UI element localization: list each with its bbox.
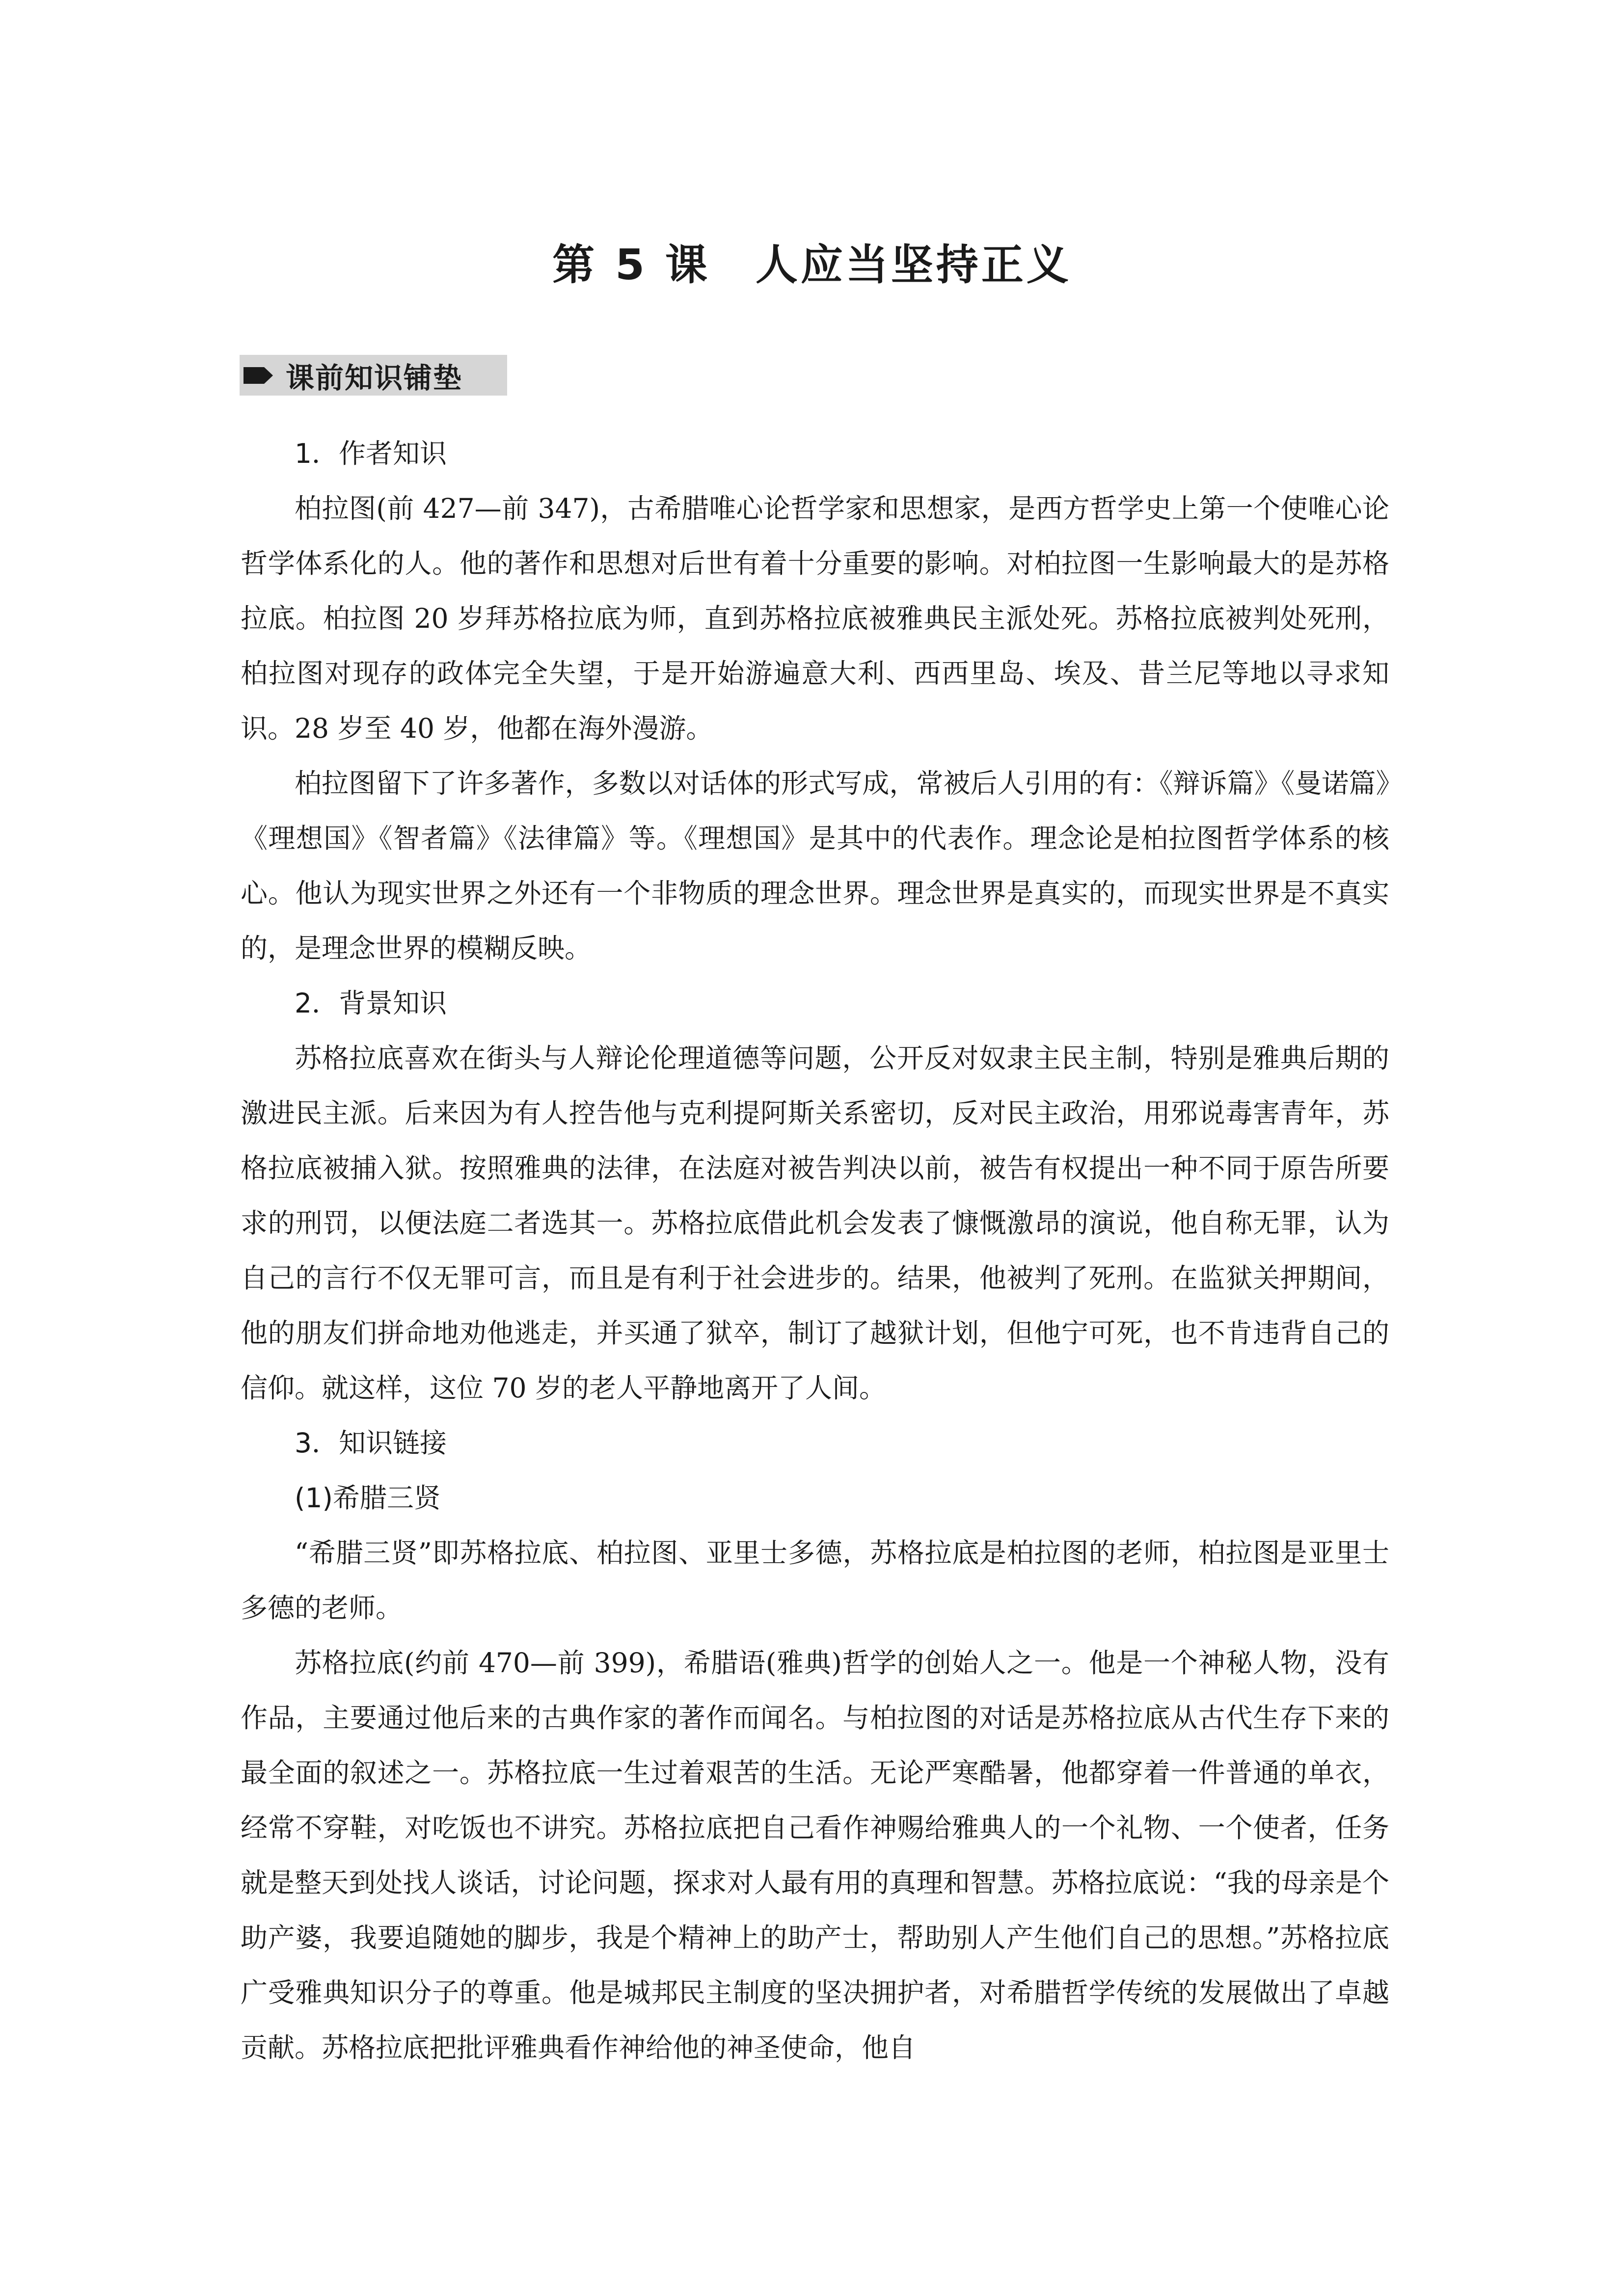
section-tag xyxy=(240,355,507,396)
arrow-tag-icon xyxy=(243,366,277,385)
paragraph: 苏格拉底喜欢在街头与人辩论伦理道德等问题，公开反对奴隶主民主制，特别是雅典后期的激进民主派。后来因为有人控告他与克利提阿斯关系密切，反对民主政治，用邪说毒害青年，苏格拉底被捕入狱。按照雅典的法律，在法庭对被告判决以前，被告有权提出一种不同于原告所要求的刑罚，以便法庭二者选其一。苏格拉底借此机会发表了慷慨激昂的演说，他自称无罪，认为自己的言行不仅无罪可言，而且是有利于社会进步的。结果，他被判了死刑。在监狱关押期间，他的朋友们拼命地劝他逃走，并买通了狱卒，制订了越狱计划，但他宁可死，也不肯违背自己的信仰。就这样，这位 70 岁的老人平静地离开了人间。 xyxy=(241,1042,1389,1404)
section-tag-label: 课前知识铺垫 xyxy=(286,361,463,395)
paragraph: 柏拉图(前 427—前 347)，古希腊唯心论哲学家和思想家，是西方哲学史上第一个使唯心论哲学体系化的人。他的著作和思想对后世有着十分重要的影响。对柏拉图一生影响最大的是苏格拉底。柏拉图 20 岁拜苏格拉底为师，直到苏格拉底被雅典民主派处死。苏格拉底被判处死刑，柏拉图对现存的政体完全失望，于是开始游遍意大利、西西里岛、埃及、昔兰尼等地以寻求知识。28 岁至 40 岁，他都在海外漫游。 xyxy=(241,493,1389,744)
subheading-author: 1．作者知识 xyxy=(295,438,447,469)
paragraph: 苏格拉底(约前 470—前 399)，希腊语(雅典)哲学的创始人之一。他是一个神秘人物，没有作品，主要通过他后来的古典作家的著作而闻名。与柏拉图的对话是苏格拉底从古代生存下来的最全面的叙述之一。苏格拉底一生过着艰苦的生活。无论严寒酷暑，他都穿着一件普通的单衣，经常不穿鞋，对吃饭也不讲究。苏格拉底把自己看作神赐给雅典人的一个礼物、一个使者，任务就是整天到处找人谈话，讨论问题，探求对人最有用的真理和智慧。苏格拉底说：“我的母亲是个助产婆，我要追随她的脚步，我是个精神上的助产士，帮助别人产生他们自己的思想。”苏格拉底广受雅典知识分子的尊重。他是城邦民主制度的坚决拥护者，对希腊哲学传统的发展做出了卓越贡献。苏格拉底把批评雅典看作神给他的神圣使命，他自 xyxy=(241,1647,1389,2063)
subheading-background: 2．背景知识 xyxy=(295,988,447,1019)
subheading-links: 3．知识链接 xyxy=(295,1427,447,1459)
paragraph: “希腊三贤”即苏格拉底、柏拉图、亚里士多德，苏格拉底是柏拉图的老师，柏拉图是亚里士多德的老师。 xyxy=(241,1537,1389,1624)
lesson-title: 第 5 课 人应当坚持正义 xyxy=(552,240,1072,290)
body-content xyxy=(241,426,1389,2075)
paragraph: 柏拉图留下了许多著作，多数以对话体的形式写成，常被后人引用的有：《辩诉篇》《曼诺篇》《理想国》《智者篇》《法律篇》等。《理想国》是其中的代表作。理念论是柏拉图哲学体系的核心。他认为现实世界之外还有一个非物质的理念世界。理念世界是真实的，而现实世界是不真实的，是理念世界的模糊反映。 xyxy=(241,768,1389,964)
subheading-three-sages: (1)希腊三贤 xyxy=(295,1482,441,1514)
